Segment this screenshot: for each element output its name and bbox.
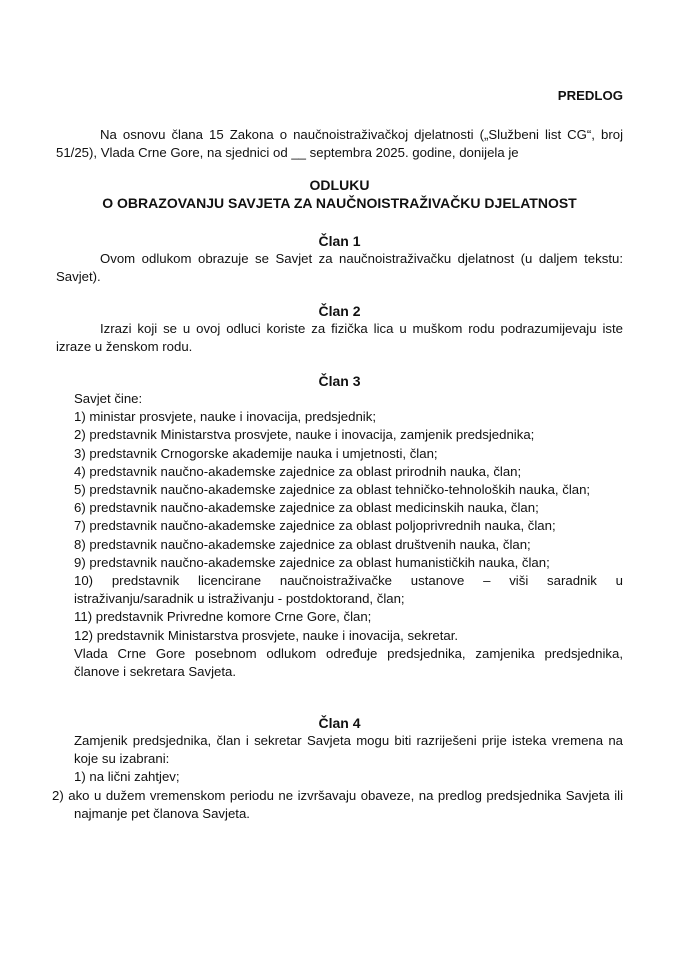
- preamble: Na osnovu člana 15 Zakona o naučnoistraživačkoj djelatnosti („Službeni list CG“, broj 51/25), Vlada Crne Gore, na sjednici od __ septembra 2025. godine, donijela je: [56, 127, 623, 161]
- article-4-intro: Zamjenik predsjednika, član i sekretar Savjeta mogu biti razriješeni prije isteka vremena na koje su izabrani:: [74, 733, 623, 767]
- list-item: 5) predstavnik naučno-akademske zajednice za oblast tehničko-tehnoloških nauka, član;: [74, 482, 591, 498]
- article-3-heading: Član 3: [318, 373, 361, 389]
- article-2-heading: Član 2: [318, 303, 361, 319]
- member-list: [56, 408, 623, 645]
- list-item: 7) predstavnik naučno-akademske zajednice za oblast poljoprivrednih nauka, član;: [74, 518, 556, 534]
- list-item: 11) predstavnik Privredne komore Crne Gore, član;: [74, 609, 372, 625]
- list-item: 9) predstavnik naučno-akademske zajednice za oblast humanističkih nauka, član;: [74, 554, 550, 570]
- list-item: 1) ministar prosvjete, nauke i inovacija, predsjednik;: [74, 409, 376, 425]
- list-item: 4) predstavnik naučno-akademske zajednice za oblast prirodnih nauka, član;: [74, 463, 522, 479]
- list-item: 10) predstavnik licencirane naučnoistraživačke ustanove – viši saradnik u istraživanju/saradnik u istraživanju - postdoktorand, član;: [74, 573, 623, 607]
- article-1-heading: Član 1: [318, 233, 361, 249]
- article-3-intro: Savjet čine:: [74, 391, 143, 406]
- article-2-text: Izrazi koji se u ovoj odluci koriste za fizička lica u muškom rodu podrazumijevaju iste izraze u ženskom rodu.: [56, 321, 623, 355]
- article-4-body: [52, 732, 623, 823]
- list-item: 12) predstavnik Ministarstva prosvjete, nauke i inovacija, sekretar.: [74, 627, 459, 643]
- article-3-body: [56, 390, 623, 681]
- list-item: 1) na lični zahtjev;: [74, 769, 180, 785]
- list-item: 2) predstavnik Ministarstva prosvjete, nauke i inovacija, zamjenik predsjednika;: [74, 427, 535, 443]
- article-1-text: Ovom odlukom obrazuje se Savjet za naučnoistraživačku djelatnost (u daljem tekstu: Savjet).: [56, 251, 623, 285]
- list-item: 3) predstavnik Crnogorske akademije nauka i umjetnosti, član;: [74, 445, 438, 461]
- draft-label: PREDLOG: [557, 88, 623, 103]
- list-item: 8) predstavnik naučno-akademske zajednice za oblast društvenih nauka, član;: [74, 536, 531, 552]
- decision-title: ODLUKU: [309, 177, 370, 193]
- list-item: 2) ako u dužem vremenskom periodu ne izvršavaju obaveze, na predlog predsjednika Savjeta ili najmanje pet članova Savjeta.: [52, 787, 623, 821]
- article-3-closing: Vlada Crne Gore posebnom odlukom određuje predsjednika, zamjenika predsjednika, članove i sekretara Savjeta.: [74, 645, 623, 680]
- dismissal-list: [52, 768, 623, 823]
- list-item: 6) predstavnik naučno-akademske zajednice za oblast medicinskih nauka, član;: [74, 500, 539, 516]
- decision-subtitle: O OBRAZOVANJU SAVJETA ZA NAUČNOISTRAŽIVAČKU DJELATNOST: [102, 195, 577, 211]
- article-4-heading: Član 4: [318, 715, 361, 731]
